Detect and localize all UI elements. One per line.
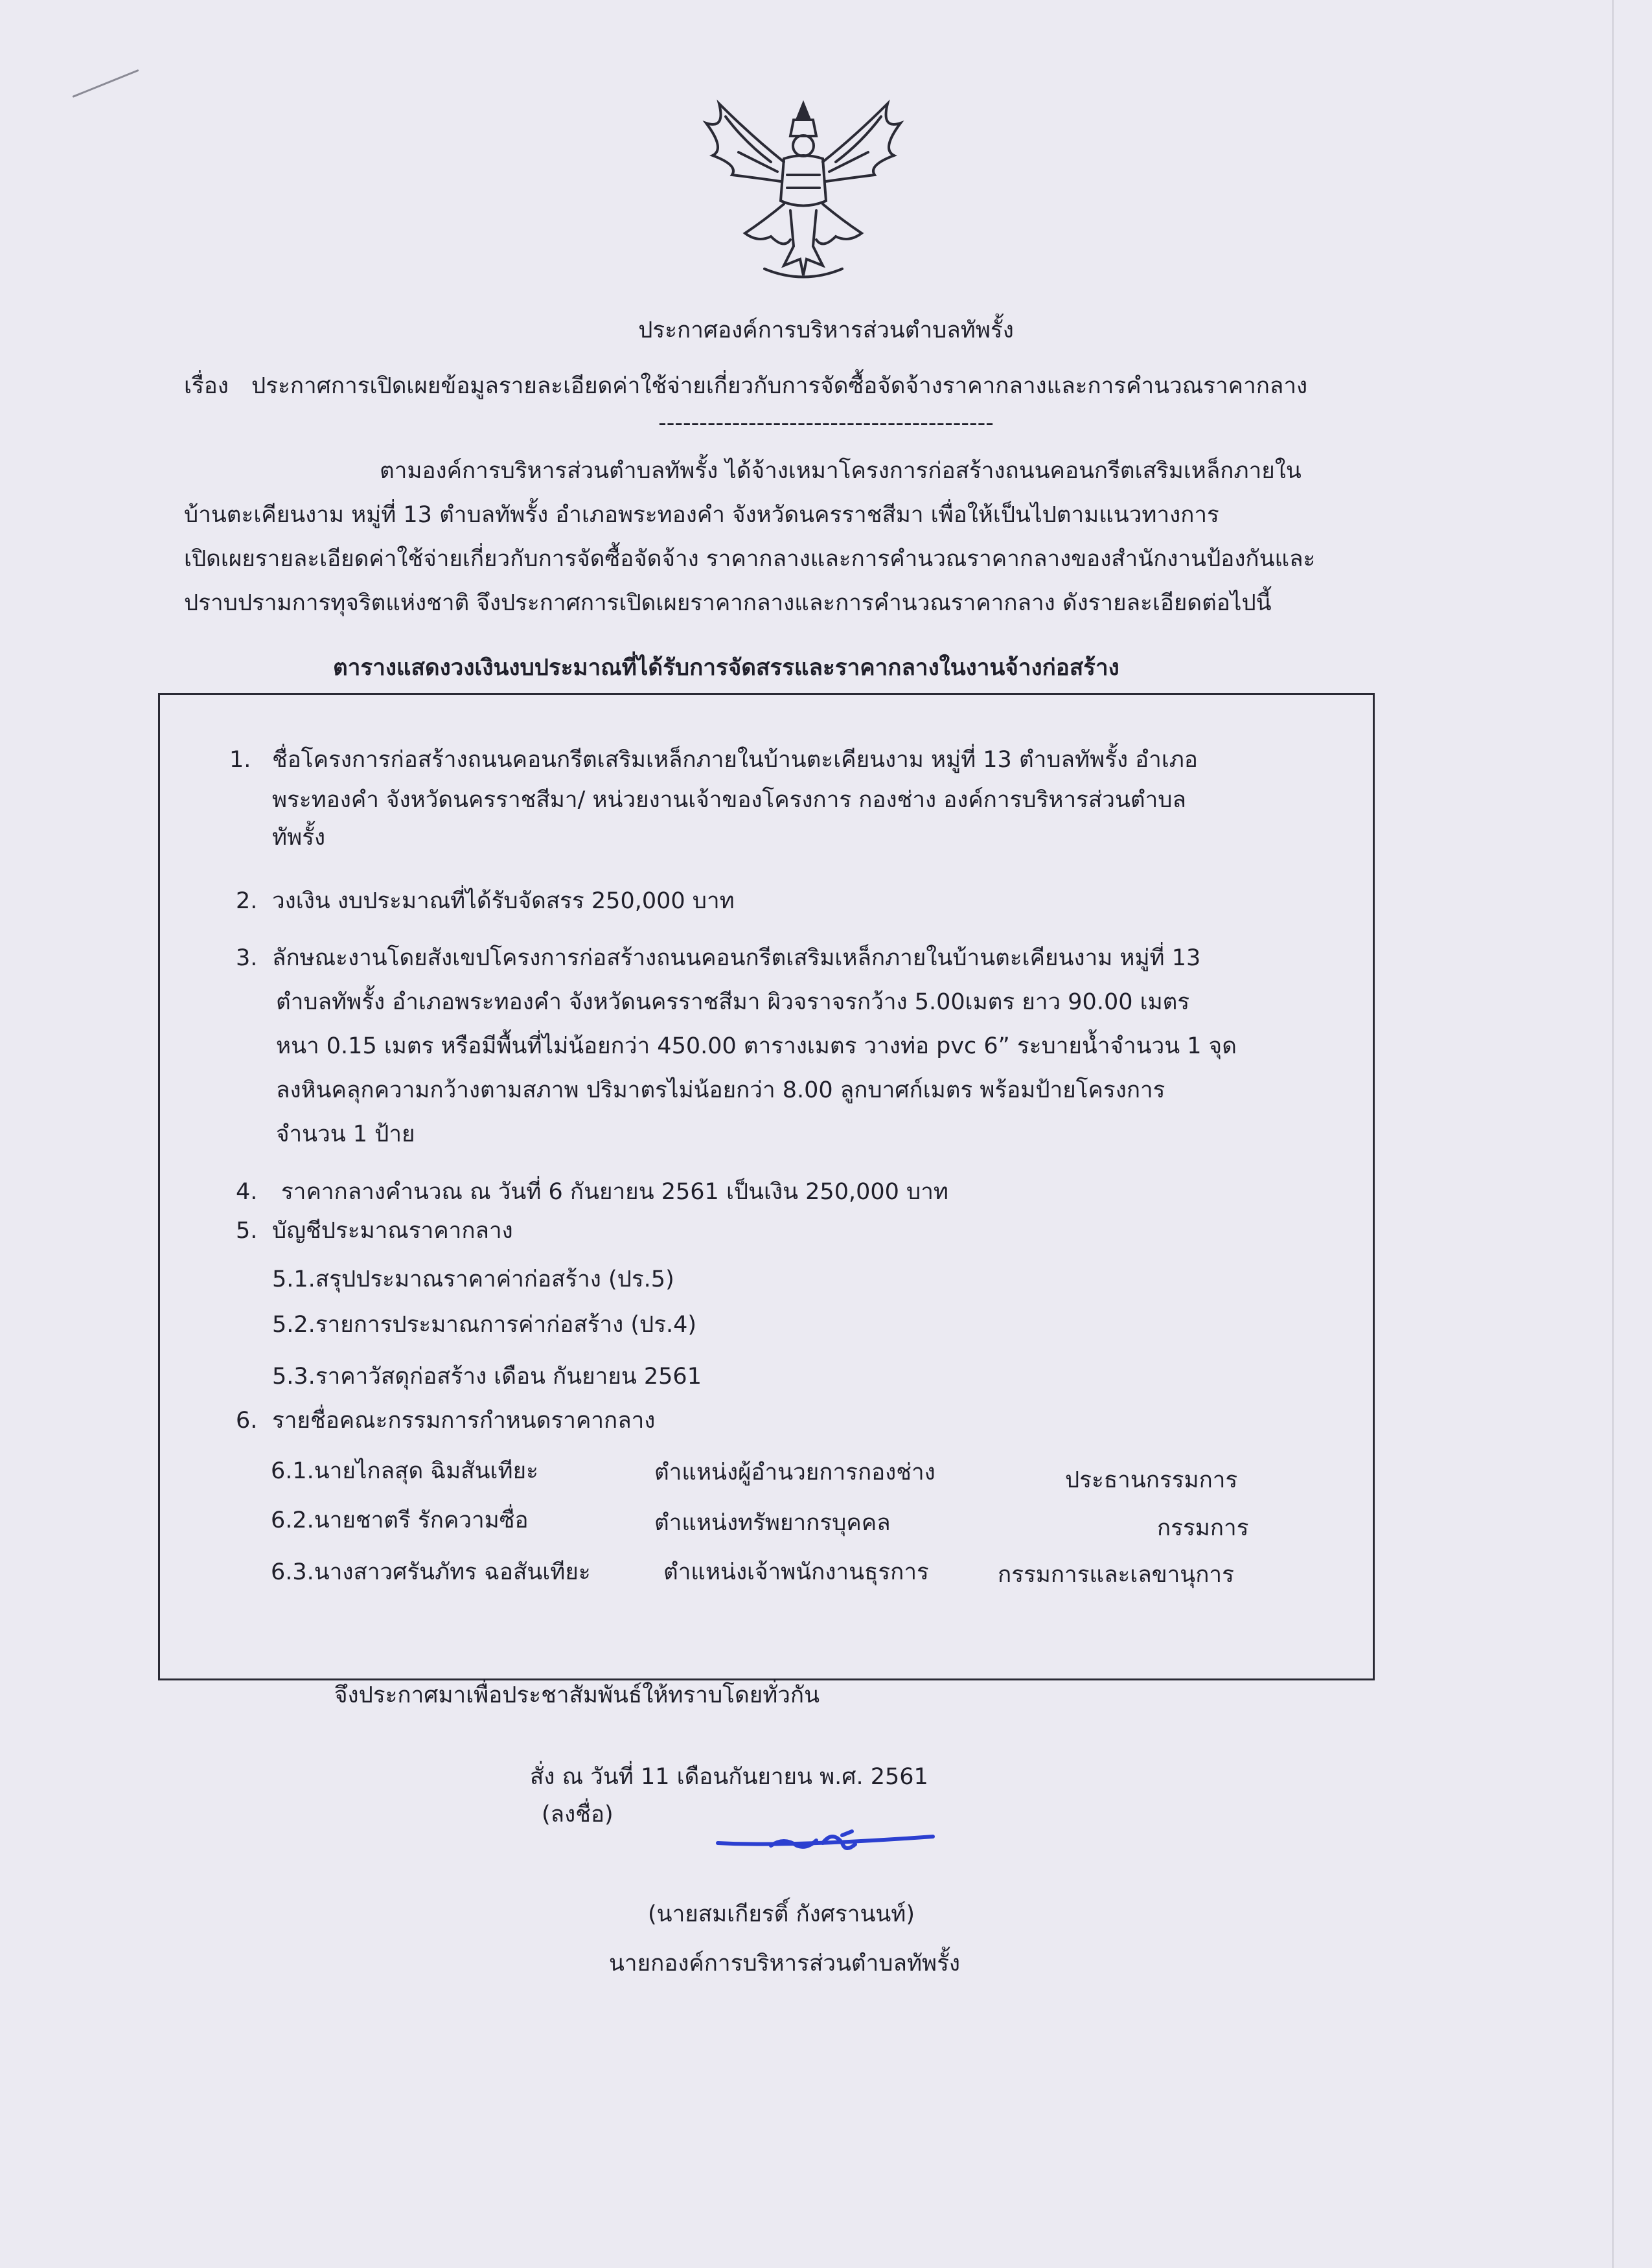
intro-line-3: เปิดเผยรายละเอียดค่าใช้จ่ายเกี่ยวกับการจัดซื้อจัดจ้าง ราคากลางและการคำนวณราคากลางของสำนักงานป้องกันและ bbox=[184, 546, 1316, 572]
committee-3-name: 6.3.นางสาวศรันภัทร ฉอสันเทียะ bbox=[271, 1559, 591, 1585]
item-2-text: วงเงิน งบประมาณที่ได้รับจัดสรร 250,000 บาท bbox=[272, 888, 735, 914]
item-2-number: 2. bbox=[236, 888, 258, 914]
signer-title: นายกองค์การบริหารส่วนตำบลทัพรั้ง bbox=[609, 1951, 961, 1976]
item-4-number: 4. bbox=[236, 1179, 258, 1205]
pen-mark bbox=[72, 69, 139, 98]
item-5-number: 5. bbox=[236, 1218, 258, 1244]
item-5-sub-1: 5.1.สรุปประมาณราคาค่าก่อสร้าง (ปร.5) bbox=[272, 1266, 674, 1292]
item-1-number: 1. bbox=[229, 747, 251, 773]
intro-line-2: บ้านตะเคียนงาม หมู่ที่ 13 ตำบลทัพรั้ง อำเภอพระทองคำ จังหวัดนครราชสีมา เพื่อให้เป็นไปตามแนวทางการ bbox=[184, 502, 1219, 528]
committee-3-position: ตำแหน่งเจ้าพนักงานธุรการ bbox=[663, 1559, 929, 1585]
committee-2-name: 6.2.นายชาตรี รักความซื่อ bbox=[271, 1507, 529, 1533]
item-1-line-2: พระทองคำ จังหวัดนครราชสีมา/ หน่วยงานเจ้าของโครงการ กองช่าง องค์การบริหารส่วนตำบล bbox=[272, 787, 1186, 813]
header-divider: ----------------------------------------- bbox=[658, 410, 994, 436]
item-3-line-3: หนา 0.15 เมตร หรือมีพื้นที่ไม่น้อยกว่า 450.00 ตารางเมตร วางท่อ pvc 6” ระบายน้ำจำนวน 1 จุด bbox=[276, 1033, 1237, 1059]
intro-line-1: ตามองค์การบริหารส่วนตำบลทัพรั้ง ได้จ้างเหมาโครงการก่อสร้างถนนคอนกรีตเสริมเหล็กภายใน bbox=[380, 458, 1302, 484]
item-6-text: รายชื่อคณะกรรมการกำหนดราคากลาง bbox=[272, 1408, 656, 1434]
committee-2-position: ตำแหน่งทรัพยากรบุคคล bbox=[654, 1510, 891, 1536]
committee-3-role: กรรมการและเลขานุการ bbox=[998, 1562, 1234, 1588]
subject-text: ประกาศการเปิดเผยข้อมูลรายละเอียดค่าใช้จ่ายเกี่ยวกับการจัดซื้อจัดจ้างราคากลางและการคำนวณราคากลาง bbox=[251, 373, 1308, 399]
subject-label: เรื่อง bbox=[184, 373, 229, 399]
item-3-line-5: จำนวน 1 ป้าย bbox=[276, 1121, 415, 1147]
committee-1-position: ตำแหน่งผู้อำนวยการกองช่าง bbox=[654, 1460, 935, 1485]
item-5-sub-2: 5.2.รายการประมาณการค่าก่อสร้าง (ปร.4) bbox=[272, 1312, 697, 1338]
garuda-emblem-icon bbox=[687, 91, 920, 292]
item-6-number: 6. bbox=[236, 1408, 258, 1434]
item-1-line-1: ชื่อโครงการก่อสร้างถนนคอนกรีตเสริมเหล็กภายในบ้านตะเคียนงาม หมู่ที่ 13 ตำบลทัพรั้ง อำเภอ bbox=[272, 747, 1198, 773]
intro-line-4: ปราบปรามการทุจริตแห่งชาติ จึงประกาศการเปิดเผยราคากลางและการคำนวณราคากลาง ดังรายละเอียดต่อไปนี้ bbox=[184, 590, 1272, 616]
item-1-line-3: ทัพรั้ง bbox=[272, 825, 326, 851]
table-title: ตารางแสดงวงเงินงบประมาณที่ได้รับการจัดสรรและราคากลางในงานจ้างก่อสร้าง bbox=[333, 655, 1119, 681]
item-3-line-4: ลงหินคลุกความกว้างตามสภาพ ปริมาตรไม่น้อยกว่า 8.00 ลูกบาศก์เมตร พร้อมป้ายโครงการ bbox=[276, 1077, 1165, 1103]
committee-1-name: 6.1.นายไกลสุด ฉิมสันเทียะ bbox=[271, 1458, 538, 1484]
order-date: สั่ง ณ วันที่ 11 เดือนกันยายน พ.ศ. 2561 bbox=[530, 1764, 928, 1790]
committee-1-role: ประธานกรรมการ bbox=[1065, 1467, 1238, 1493]
item-3-line-1: ลักษณะงานโดยสังเขปโครงการก่อสร้างถนนคอนกรีตเสริมเหล็กภายในบ้านตะเคียนงาม หมู่ที่ 13 bbox=[272, 945, 1201, 971]
item-3-number: 3. bbox=[236, 945, 258, 971]
sign-label: (ลงชื่อ) bbox=[542, 1802, 614, 1827]
closing-announcement: จึงประกาศมาเพื่อประชาสัมพันธ์ให้ทราบโดยทั่วกัน bbox=[334, 1682, 820, 1708]
org-announcement-title: ประกาศองค์การบริหารส่วนตำบลทัพรั้ง bbox=[638, 317, 1014, 343]
signature-scribble bbox=[713, 1817, 946, 1869]
item-3-line-2: ตำบลทัพรั้ง อำเภอพระทองคำ จังหวัดนครราชสีมา ผิวจราจรกว้าง 5.00เมตร ยาว 90.00 เมตร bbox=[276, 989, 1190, 1015]
signer-name: (นายสมเกียรติ์ กังศรานนท์) bbox=[648, 1901, 915, 1927]
committee-2-role: กรรมการ bbox=[1157, 1515, 1249, 1541]
item-5-text: บัญชีประมาณราคากลาง bbox=[272, 1218, 513, 1244]
item-4-text: ราคากลางคำนวณ ณ วันที่ 6 กันยายน 2561 เป็นเงิน 250,000 บาท bbox=[281, 1179, 948, 1205]
item-5-sub-3: 5.3.ราคาวัสดุก่อสร้าง เดือน กันยายน 2561 bbox=[272, 1364, 702, 1390]
